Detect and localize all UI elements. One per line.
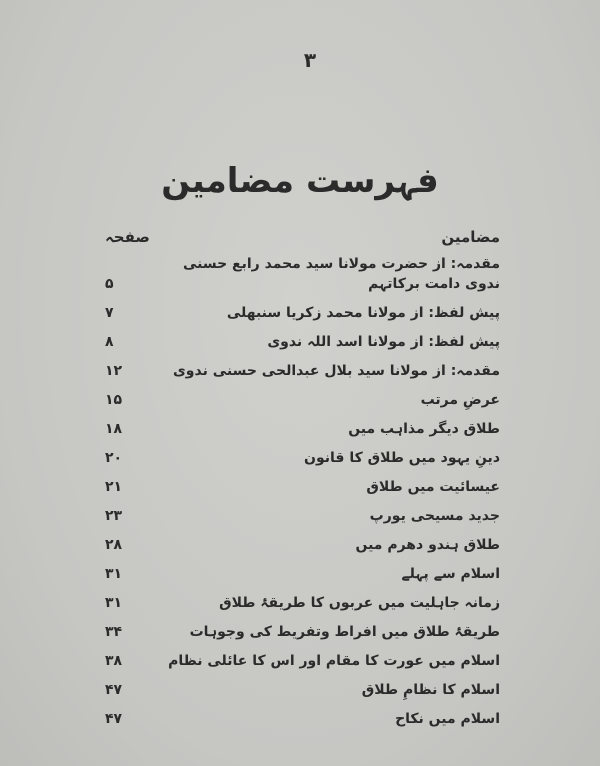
toc-entry (105, 526, 500, 555)
toc-entry-page: ۳۱ (105, 595, 123, 611)
toc-entry-title: طلاق دیگر مذاہب میں (348, 421, 500, 437)
toc-entry (105, 410, 500, 439)
toc-entry-page: ۸ (105, 334, 114, 350)
toc-entry-title: عیسائیت میں طلاق (366, 479, 500, 495)
toc-entry-page: ۲۱ (105, 479, 123, 495)
toc-entry (105, 323, 500, 352)
toc-entry (105, 381, 500, 410)
toc-entry-title: اسلام سے پہلے (401, 566, 500, 582)
toc-header (105, 228, 500, 252)
toc-entry (105, 294, 500, 323)
toc-entry-page: ۳۸ (105, 653, 123, 669)
toc-entry (105, 584, 500, 613)
toc-entry-title: مقدمہ: از مولانا سید بلال عبدالحی حسنی ندوی (172, 363, 500, 379)
toc-entry-page: ۱۲ (105, 363, 123, 379)
toc-entry (105, 497, 500, 526)
toc-entry-title: مقدمہ: از حضرت مولانا سید محمد رابع حسنی ندوی دامت برکاتہم (182, 256, 500, 292)
toc-entry (105, 352, 500, 381)
toc-entry-page: ۱۸ (105, 421, 123, 437)
toc-entry-page: ۳۴ (105, 624, 123, 640)
toc-entry (105, 555, 500, 584)
toc-entry-title: اسلام میں عورت کا مقام اور اس کا عائلی نظام (168, 653, 500, 669)
toc-entry (105, 439, 500, 468)
toc-entry-page: ۳۱ (105, 566, 123, 582)
page-title: فہرست مضامین (161, 161, 439, 201)
toc-entry-page: ۴۷ (105, 711, 123, 727)
toc-entry-page: ۲۸ (105, 537, 123, 553)
toc-entry (105, 254, 500, 294)
toc-entry (105, 671, 500, 700)
toc-entry-page: ۱۵ (105, 392, 123, 408)
toc-entry (105, 700, 500, 729)
toc-entry-title: اسلام میں نکاح (395, 711, 500, 727)
toc-entry-page: ۲۳ (105, 508, 123, 524)
toc-entry (105, 468, 500, 497)
toc-entry-title: دینِ یہود میں طلاق کا قانون (304, 450, 500, 466)
toc-entry-page: ۵ (105, 276, 114, 292)
toc-entry-title: پیش لفظ: از مولانا اسد اللہ ندوی (267, 334, 500, 350)
toc-entry-page: ۷ (105, 305, 114, 321)
toc-entry-title: جدید مسیحی یورپ (369, 508, 500, 524)
toc-entry-page: ۴۷ (105, 682, 123, 698)
toc-entry-title: اسلام کا نظامِ طلاق (361, 682, 500, 698)
toc-list (105, 254, 500, 729)
page-column-header: صفحہ (105, 228, 150, 246)
toc-entry-title: عرضِ مرتب (420, 392, 500, 408)
toc-entry (105, 642, 500, 671)
topics-column-header: مضامین (441, 228, 500, 246)
page-number: ۳ (303, 48, 317, 72)
toc-entry (105, 613, 500, 642)
toc-entry-title: زمانہ جاہلیت میں عربوں کا طریقۂ طلاق (219, 595, 500, 611)
toc-entry-page: ۲۰ (105, 450, 123, 466)
toc-entry-title: طریقۂ طلاق میں افراط وتفریط کی وجوہات (189, 624, 500, 640)
toc-entry-title: طلاق ہندو دھرم میں (355, 537, 500, 553)
toc-entry-title: پیش لفظ: از مولانا محمد زکریا سنبھلی (226, 305, 500, 321)
